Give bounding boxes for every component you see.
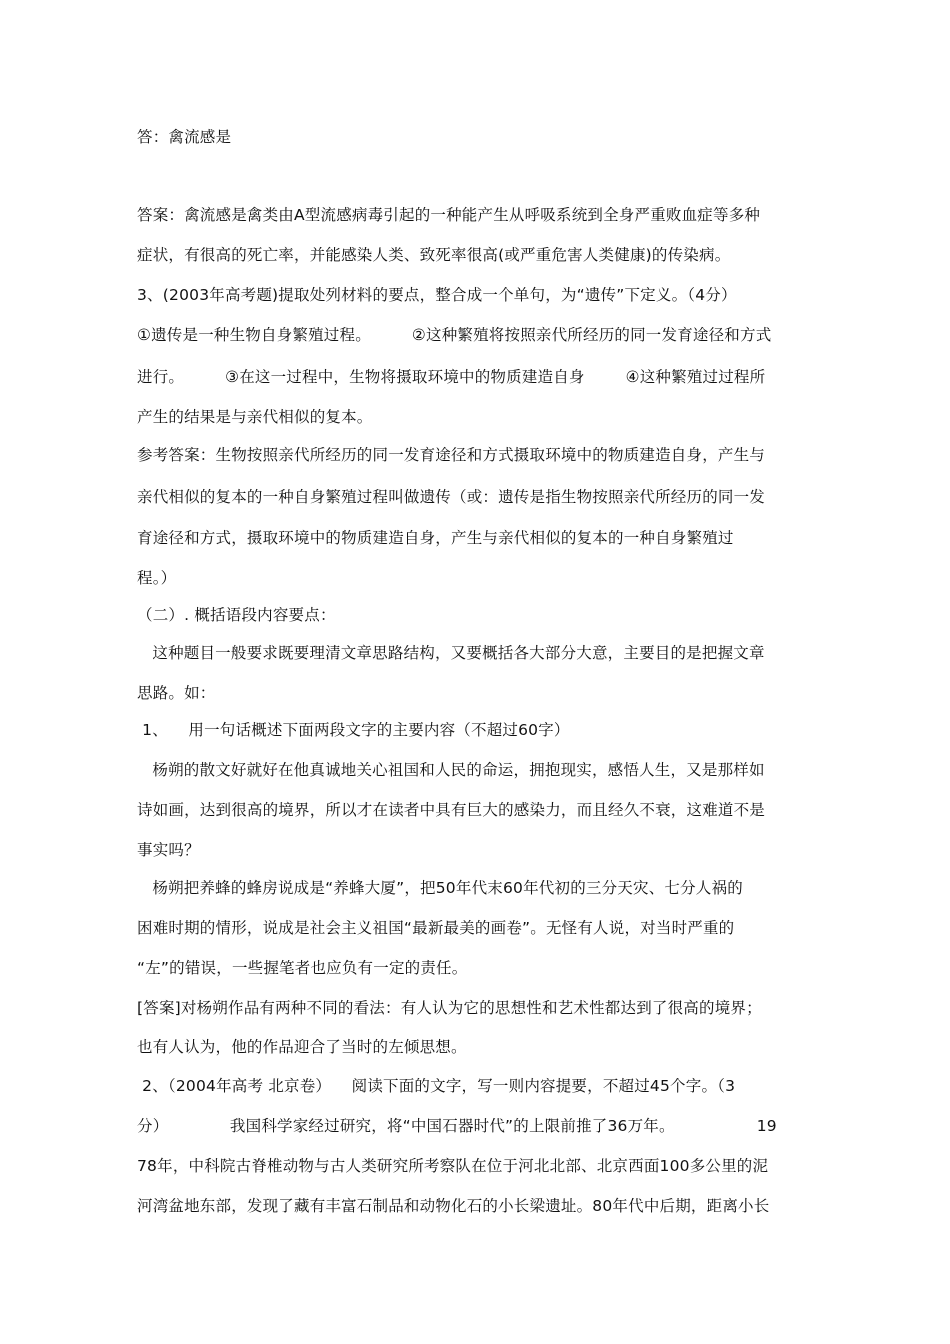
passage-2-line-3: “左”的错误，一些握笔者也应负有一定的责任。 [137,959,468,977]
question-2-passage-line-3: 河湾盆地东部，发现了藏有丰富石制品和动物化石的小长梁遗址。80年代中后期，距离小长 [137,1197,770,1215]
passage-1-line-1: 杨朔的散文好就好在他真诚地关心祖国和人民的命运，拥抱现实，感悟人生，又是那样如 [137,761,765,779]
question-2-title: 2、（2004年高考 北京卷） 阅读下面的文字，写一则内容提要，不超过45个字。（3 [137,1077,736,1095]
answer-line-2: 症状，有很高的死亡率，并能感染人类、致死率很高(或严重危害人类健康)的传染病。 [137,246,731,264]
answer-prompt: 答：禽流感是 [137,128,232,146]
question-3-item-line-2: 进行。 ③在这一过程中，生物将摄取环境中的物质建造自身 ④这种繁殖过过程所 [137,368,766,386]
question-2-passage-line-2: 78年，中科院古脊椎动物与古人类研究所考察队在位于河北北部、北京西面100多公里的泥 [137,1157,769,1175]
passage-1-line-3: 事实吗？ [137,841,200,859]
question-3-item-line-3: 产生的结果是与亲代相似的复本。 [137,408,373,426]
passage-2-line-2: 困难时期的情形，说成是社会主义祖国“最新最美的画卷”。无怪有人说，对当时严重的 [137,919,735,937]
reference-answer-line-2: 亲代相似的复本的一种自身繁殖过程叫做遗传（或：遗传是指生物按照亲代所经历的同一发 [137,488,766,506]
question-1-title: 1、 用一句话概述下面两段文字的主要内容（不超过60字） [137,721,570,739]
question-2-passage-line-1: 分） 我国科学家经过研究，将“中国石器时代”的上限前推了36万年。 19 [137,1117,777,1135]
question-3-item-line-1: ①遗传是一种生物自身繁殖过程。 ②这种繁殖将按照亲代所经历的同一发育途径和方式 [137,326,772,344]
passage-1-line-2: 诗如画，达到很高的境界，所以才在读者中具有巨大的感染力，而且经久不衰，这难道不是 [137,801,766,819]
answer-q1-line-2: 也有人认为，他的作品迎合了当时的左倾思想。 [137,1038,467,1056]
section-intro-line-2: 思路。如： [137,684,216,702]
answer-q1-line-1: [答案]对杨朔作品有两种不同的看法：有人认为它的思想性和艺术性都达到了很高的境界； [137,999,762,1017]
answer-line-1: 答案：禽流感是禽类由A型流感病毒引起的一种能产生从呼吸系统到全身严重败血症等多种 [137,206,761,224]
reference-answer-line-3: 育途径和方式，摄取环境中的物质建造自身，产生与亲代相似的复本的一种自身繁殖过 [137,529,734,547]
reference-answer-line-1: 参考答案：生物按照亲代所经历的同一发育途径和方式摄取环境中的物质建造自身，产生与 [137,446,766,464]
question-3-title: 3、(2003年高考题)提取处列材料的要点，整合成一个单句，为“遗传”下定义。（4分） [137,286,737,304]
passage-2-line-1: 杨朔把养蜂的蜂房说成是“养蜂大厦”，把50年代末60年代初的三分天灾、七分人祸的 [137,879,743,897]
section-intro-line-1: 这种题目一般要求既要理清文章思路结构，又要概括各大部分大意，主要目的是把握文章 [137,644,765,662]
reference-answer-line-4: 程。） [137,569,177,587]
section-heading: （二）. 概括语段内容要点： [137,606,336,624]
